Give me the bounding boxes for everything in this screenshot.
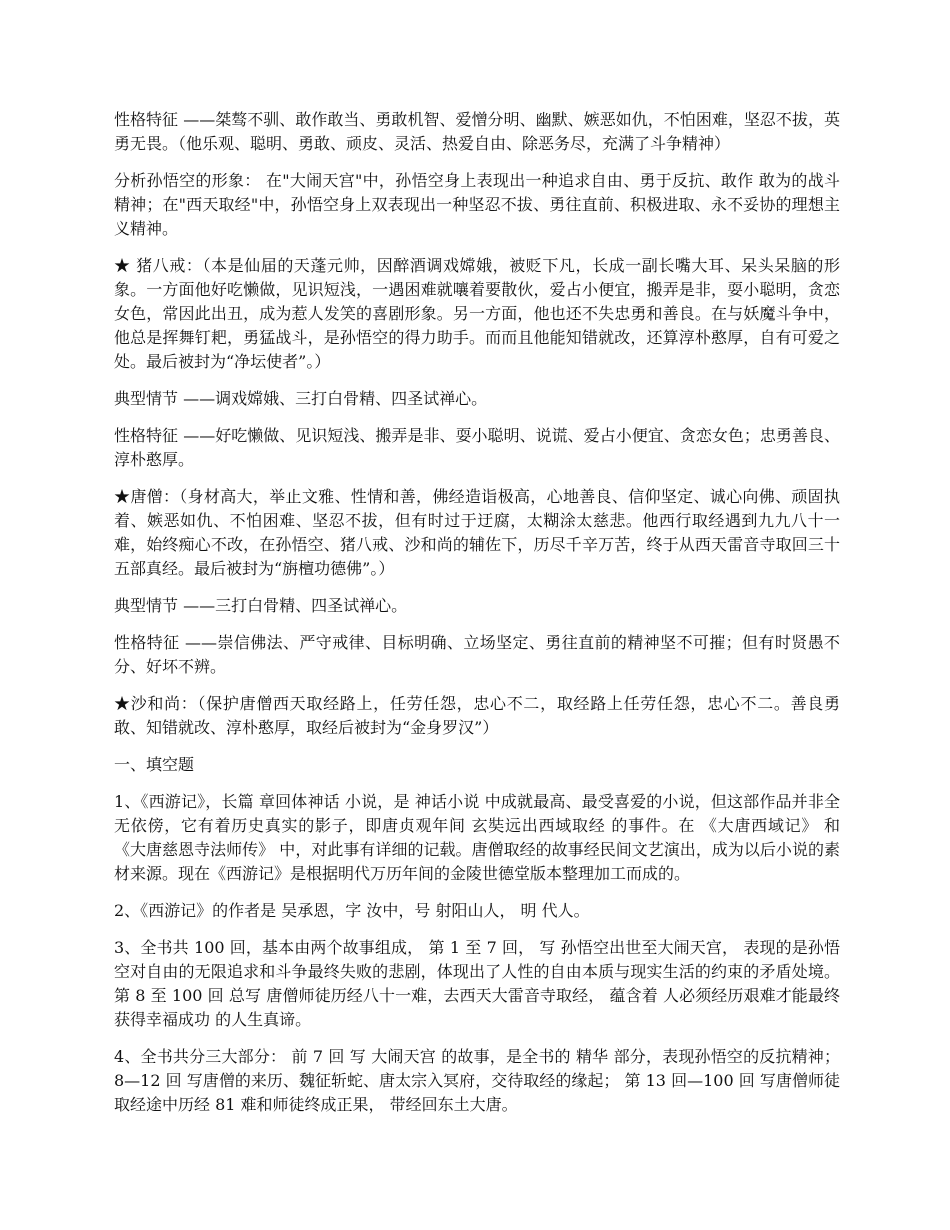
paragraph-sha-heshang-intro: ★沙和尚：（保护唐僧西天取经路上，任劳任怨，忠心不二，取经路上任劳任怨，忠心不二。善良勇敢、知错就改、淳朴憨厚，取经后被封为“金身罗汉”） xyxy=(114,694,840,737)
paragraph-sun-wukong-traits: 性格特征 ——桀骜不驯、敢作敢当、勇敢机智、爱憎分明、幽默、嫉恶如仇，不怕困难，坚忍不拔，英勇无畏。（他乐观、聪明、勇敢、顽皮、灵活、热爱自由、除恶务尽，充满了斗争精神） xyxy=(114,110,840,153)
paragraph-zhu-bajie-traits: 性格特征 ——好吃懒做、见识短浅、搬弄是非、耍小聪明、说谎、爱占小便宜、贪恋女色；忠勇善良、淳朴憨厚。 xyxy=(114,426,840,469)
paragraph-zhu-bajie-plots: 典型情节 ——调戏嫦娥、三打白骨精、四圣试禅心。 xyxy=(114,389,488,408)
paragraph-tang-seng-traits: 性格特征 ——崇信佛法、严守戒律、目标明确、立场坚定、勇往直前的精神坚不可摧；但有时贤愚不分、好坏不辨。 xyxy=(114,633,840,676)
document-page xyxy=(114,108,840,1130)
paragraph-sun-wukong-analysis: 分析孙悟空的形象： 在"大闹天宫"中，孙悟空身上表现出一种追求自由、勇于反抗、敢作 敢为的战斗精神；在"西天取经"中，孙悟空身上双表现出一种坚忍不拔、勇往直前、积极进取、永不妥协的理想主义精神。 xyxy=(114,171,840,238)
question-4: 4、全书共分三大部分： 前 7 回 写 大闹天宫 的故事，是全书的 精华 部分，表现孙悟空的反抗精神； 8—12 回 写唐僧的来历、魏征斩蛇、唐太宗入冥府，交待取经的缘起； 第 13 回—100 回 写唐僧师徒取经途中历经 81 难和师徒终成正果， 带经回东土大唐。 xyxy=(114,1047,840,1114)
question-2: 2、《西游记》的作者是 吴承恩，字 汝中，号 射阳山人， 明 代人。 xyxy=(114,901,590,920)
section-heading-fill-in-blanks: 一、填空题 xyxy=(114,755,195,774)
paragraph-zhu-bajie-intro: ★ 猪八戒：（本是仙届的天蓬元帅，因醉酒调戏嫦娥，被贬下凡，长成一副长嘴大耳、呆头呆脑的形象。一方面他好吃懒做，见识短浅，一遇困难就嚷着要散伙，爱占小便宜，搬弄是非，耍小聪明，贪恋女色，常因此出丑，成为惹人发笑的喜剧形象。另一方面，他也还不失忠勇和善良。在与妖魔斗争中，他总是挥舞钉耙，勇猛战斗，是孙悟空的得力助手。而而且他能知错就改，还算淳朴憨厚，自有可爱之处。最后被封为“净坛使者”。） xyxy=(114,256,840,371)
question-3: 3、全书共 100 回，基本由两个故事组成， 第 1 至 7 回， 写 孙悟空出世至大闹天宫， 表现的是孙悟空对自由的无限追求和斗争最终失败的悲剧，体现出了人性的自由本质与现实生活的约束的矛盾处境。 第 8 至 100 回 总写 唐僧师徒历经八十一难，去西天大雷音寺取经， 蕴含着 人必须经历艰难才能最终获得幸福成功 的人生真谛。 xyxy=(114,938,840,1029)
paragraph-tang-seng-plots: 典型情节 ——三打白骨精、四圣试禅心。 xyxy=(114,596,408,615)
paragraph-tang-seng-intro: ★唐僧：（身材高大，举止文雅、性情和善，佛经造诣极高，心地善良、信仰坚定、诚心向佛、顽固执着、嫉恶如仇、不怕困难、坚忍不拔，但有时过于迂腐，太糊涂太慈悲。他西行取经遇到九九八十一难，始终痴心不改，在孙悟空、猪八戒、沙和尚的辅佐下，历尽千辛万苦，终于从西天雷音寺取回三十五部真经。最后被封为“旃檀功德佛”。） xyxy=(114,487,840,578)
question-1: 1、《西游记》，长篇 章回体神话 小说，是 神话小说 中成就最高、最受喜爱的小说，但这部作品并非全无依傍，它有着历史真实的影子，即唐贞观年间 玄奘远出西域取经 的事件。在 《大唐西域记》 和 《大唐慈恩寺法师传》 中，对此事有详细的记载。唐僧取经的故事经民间文艺演出，成为以后小说的素材来源。现在《西游记》是根据明代万历年间的金陵世德堂版本整理加工而成的。 xyxy=(114,792,840,883)
